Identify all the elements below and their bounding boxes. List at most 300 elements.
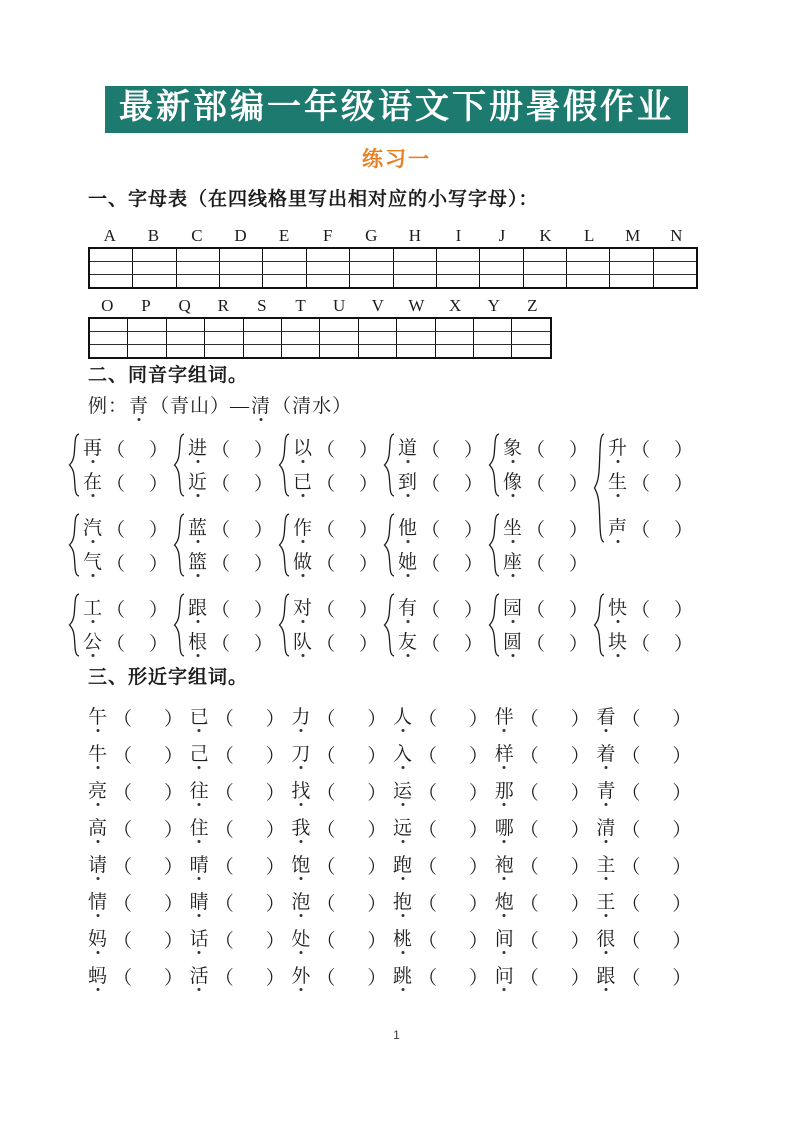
homophone-group (173, 431, 278, 499)
letter: I (455, 226, 462, 246)
close-paren-label: ） (149, 519, 169, 541)
similar-char-entry (88, 810, 190, 847)
char-with-dot: 袍 (494, 855, 514, 877)
homophone-group (173, 591, 278, 659)
homophone-slot (173, 511, 278, 579)
left-brace-icon (173, 433, 185, 497)
close-paren-label: ） (469, 820, 489, 842)
homophone-entry (188, 545, 273, 579)
similar-char-entry (190, 921, 292, 958)
similar-char-row (88, 958, 698, 995)
homophone-slot (383, 431, 488, 499)
close-paren-label: ） (469, 746, 489, 768)
close-paren-label: ） (367, 894, 387, 916)
homophone-entry (293, 625, 378, 659)
close-paren-label: ） (672, 746, 692, 768)
open-paren-label: （ (106, 473, 126, 495)
left-brace-icon (278, 593, 290, 657)
close-paren-label: ） (464, 633, 484, 655)
similar-char-entry (393, 773, 495, 810)
char-with-dot: 在 (83, 471, 103, 493)
close-paren-label: ） (570, 783, 590, 805)
homophone-entry (188, 465, 273, 499)
homophone-slot (383, 591, 488, 659)
title-area (0, 0, 793, 133)
letter: B (147, 226, 160, 246)
grid-cell (359, 319, 397, 357)
char-with-dot: 己 (189, 744, 209, 766)
char-with-dot: 情 (88, 892, 108, 914)
letter: O (101, 296, 114, 316)
char-with-dot: 间 (494, 929, 514, 951)
homophone-group (278, 591, 383, 659)
open-paren-label: （ (113, 746, 133, 768)
left-brace-icon (68, 513, 80, 577)
close-paren-label: ） (359, 553, 379, 575)
similar-char-entry (88, 773, 190, 810)
similar-char-entry (190, 884, 292, 921)
close-paren-label: ） (569, 553, 589, 575)
close-paren-label: ） (674, 633, 694, 655)
char-with-dot: 主 (596, 855, 616, 877)
grid-cell (167, 319, 205, 357)
close-paren-label: ） (367, 968, 387, 990)
grid-cell (133, 249, 176, 287)
char-with-dot: 饱 (291, 855, 311, 877)
grid-cell (567, 249, 610, 287)
similar-char-entry (88, 884, 190, 921)
close-paren-label: ） (569, 519, 589, 541)
grid-cell (350, 249, 393, 287)
close-paren-label: ） (359, 519, 379, 541)
char-with-dot: 圆 (503, 631, 523, 653)
close-paren-label: ） (254, 439, 274, 461)
open-paren-label: （ (421, 633, 441, 655)
example-text: 例： (88, 396, 129, 418)
grid-cell (436, 319, 474, 357)
left-brace-icon (68, 593, 80, 657)
open-paren-label: （ (621, 783, 641, 805)
close-paren-label: ） (254, 599, 274, 621)
letter: U (333, 296, 346, 316)
open-paren-label: （ (214, 968, 234, 990)
char-with-dot: 公 (83, 631, 103, 653)
homophone-entry (398, 431, 483, 465)
open-paren-label: （ (211, 473, 231, 495)
close-paren-label: ） (149, 633, 169, 655)
close-paren-label: ） (164, 968, 184, 990)
open-paren-label: （ (316, 709, 336, 731)
grid-cell (90, 249, 133, 287)
open-paren-label: （ (519, 931, 539, 953)
homophone-slot (488, 511, 593, 579)
char-with-dot: 问 (494, 966, 514, 988)
grid-cell (177, 249, 220, 287)
close-paren-label: ） (469, 783, 489, 805)
open-paren-label: （ (316, 968, 336, 990)
similar-char-entry (596, 736, 698, 773)
close-paren-label: ） (672, 894, 692, 916)
similar-char-entry (495, 773, 597, 810)
close-paren-label: ） (464, 473, 484, 495)
open-paren-label: （ (211, 633, 231, 655)
homophone-entry (503, 545, 588, 579)
homophone-entry (83, 591, 168, 625)
letter: Y (487, 296, 500, 316)
homophone-entry (188, 431, 273, 465)
similar-char-entry (190, 736, 292, 773)
open-paren-label: （ (106, 633, 126, 655)
left-brace-icon (383, 513, 395, 577)
similar-char-entry (495, 921, 597, 958)
open-paren-label: （ (113, 857, 133, 879)
char-with-dot: 看 (596, 707, 616, 729)
char-with-dot: 住 (189, 818, 209, 840)
similar-char-entry (88, 958, 190, 995)
close-paren-label: ） (254, 519, 274, 541)
close-paren-label: ） (469, 931, 489, 953)
close-paren-label: ） (254, 473, 274, 495)
open-paren-label: （ (418, 746, 438, 768)
open-paren-label: （ (214, 783, 234, 805)
open-paren-label: （ (526, 473, 546, 495)
homophone-slot (488, 431, 593, 499)
char-with-dot: 桃 (393, 929, 413, 951)
close-paren-label: ） (464, 599, 484, 621)
homophone-entry (293, 545, 378, 579)
similar-char-entry (190, 773, 292, 810)
example-char-dotted: 青 (129, 396, 150, 418)
open-paren-label: （ (526, 439, 546, 461)
char-with-dot: 座 (503, 551, 523, 573)
open-paren-label: （ (526, 599, 546, 621)
close-paren-label: ） (569, 439, 589, 461)
open-paren-label: （ (214, 746, 234, 768)
left-brace-icon (173, 593, 185, 657)
grid-cell (128, 319, 166, 357)
grid-cell (480, 249, 523, 287)
similar-char-row (88, 884, 698, 921)
homophone-group (488, 511, 593, 579)
open-paren-label: （ (526, 519, 546, 541)
close-paren-label: ） (464, 519, 484, 541)
open-paren-label: （ (418, 820, 438, 842)
similar-char-entry (596, 810, 698, 847)
example-text: （青山）— (150, 396, 251, 418)
homophone-group (173, 511, 278, 579)
open-paren-label: （ (106, 519, 126, 541)
close-paren-label: ） (265, 931, 285, 953)
char-with-dot: 象 (503, 437, 523, 459)
char-with-dot: 炮 (494, 892, 514, 914)
letter: E (278, 226, 290, 246)
char-with-dot: 升 (608, 437, 628, 459)
similar-char-entry (291, 884, 393, 921)
similar-char-row (88, 810, 698, 847)
char-with-dot: 我 (291, 818, 311, 840)
open-paren-label: （ (211, 553, 231, 575)
char-with-dot: 近 (188, 471, 208, 493)
close-paren-label: ） (265, 894, 285, 916)
char-with-dot: 蓝 (188, 517, 208, 539)
similar-char-entry (291, 773, 393, 810)
homophone-entry (608, 465, 693, 499)
homophone-group (488, 431, 593, 499)
letter: D (234, 226, 247, 246)
homophone-row (68, 591, 718, 659)
homophone-entry (83, 545, 168, 579)
open-paren-label: （ (631, 519, 651, 541)
section-heading-homophones: 二、同音字组词。 (88, 365, 249, 387)
close-paren-label: ） (674, 473, 694, 495)
close-paren-label: ） (570, 931, 590, 953)
close-paren-label: ） (672, 931, 692, 953)
letter: W (408, 296, 425, 316)
letter: P (141, 296, 151, 316)
open-paren-label: （ (421, 439, 441, 461)
similar-char-entry (291, 699, 393, 736)
grid-cell (512, 319, 549, 357)
homophone-group (488, 591, 593, 659)
close-paren-label: ） (265, 857, 285, 879)
section-heading-alphabet: 一、字母表（在四线格里写出相对应的小写字母）： (88, 189, 539, 211)
char-with-dot: 外 (291, 966, 311, 988)
open-paren-label: （ (421, 519, 441, 541)
similar-char-entry (596, 921, 698, 958)
grid-cell (282, 319, 320, 357)
char-with-dot: 作 (293, 517, 313, 539)
homophone-entry (503, 511, 588, 545)
open-paren-label: （ (316, 599, 336, 621)
homophone-slot (383, 511, 488, 579)
open-paren-label: （ (631, 439, 651, 461)
left-brace-icon (278, 433, 290, 497)
open-paren-label: （ (519, 783, 539, 805)
similar-char-entry (393, 736, 495, 773)
open-paren-label: （ (316, 439, 336, 461)
homophone-entry (608, 431, 693, 465)
char-with-dot: 处 (291, 929, 311, 951)
similar-char-entry (495, 810, 597, 847)
char-with-dot: 园 (503, 597, 523, 619)
letter: G (365, 226, 378, 246)
close-paren-label: ） (569, 473, 589, 495)
similar-chars-block (88, 699, 698, 995)
similar-char-entry (291, 958, 393, 995)
letter: L (583, 226, 595, 246)
similar-char-entry (596, 884, 698, 921)
open-paren-label: （ (316, 820, 336, 842)
grid-cell (205, 319, 243, 357)
open-paren-label: （ (214, 820, 234, 842)
similar-char-entry (393, 810, 495, 847)
open-paren-label: （ (621, 709, 641, 731)
char-with-dot: 生 (608, 471, 628, 493)
open-paren-label: （ (113, 894, 133, 916)
open-paren-label: （ (211, 519, 231, 541)
similar-char-entry (88, 921, 190, 958)
open-paren-label: （ (526, 553, 546, 575)
open-paren-label: （ (113, 709, 133, 731)
close-paren-label: ） (674, 519, 694, 541)
char-with-dot: 友 (398, 631, 418, 653)
homophone-entry (503, 431, 588, 465)
letter-row-o-z (88, 295, 552, 317)
open-paren-label: （ (621, 746, 641, 768)
char-with-dot: 以 (293, 437, 313, 459)
char-with-dot: 亮 (88, 781, 108, 803)
char-with-dot: 坐 (503, 517, 523, 539)
open-paren-label: （ (519, 820, 539, 842)
open-paren-label: （ (418, 857, 438, 879)
homophone-group (68, 511, 173, 579)
similar-char-entry (495, 958, 597, 995)
open-paren-label: （ (421, 553, 441, 575)
open-paren-label: （ (519, 746, 539, 768)
homophone-entry (83, 511, 168, 545)
open-paren-label: （ (113, 968, 133, 990)
similar-char-entry (291, 810, 393, 847)
similar-char-entry (495, 736, 597, 773)
open-paren-label: （ (106, 439, 126, 461)
open-paren-label: （ (631, 473, 651, 495)
similar-char-entry (596, 847, 698, 884)
char-with-dot: 高 (88, 818, 108, 840)
grid-cell (244, 319, 282, 357)
char-with-dot: 泡 (291, 892, 311, 914)
similar-char-entry (596, 958, 698, 995)
char-with-dot: 往 (189, 781, 209, 803)
char-with-dot: 跳 (393, 966, 413, 988)
char-with-dot: 话 (189, 929, 209, 951)
letter: F (322, 226, 333, 246)
close-paren-label: ） (570, 894, 590, 916)
close-paren-label: ） (672, 820, 692, 842)
left-brace-icon (383, 433, 395, 497)
similar-char-entry (393, 699, 495, 736)
close-paren-label: ） (265, 820, 285, 842)
close-paren-label: ） (570, 820, 590, 842)
similar-char-row (88, 699, 698, 736)
letter: V (371, 296, 384, 316)
section-heading-similar: 三、形近字组词。 (88, 667, 249, 689)
open-paren-label: （ (113, 820, 133, 842)
homophone-slot (68, 591, 173, 659)
close-paren-label: ） (164, 894, 184, 916)
close-paren-label: ） (164, 931, 184, 953)
close-paren-label: ） (367, 709, 387, 731)
open-paren-label: （ (214, 931, 234, 953)
char-with-dot: 声 (608, 517, 628, 539)
char-with-dot: 青 (596, 781, 616, 803)
char-with-dot: 他 (398, 517, 418, 539)
char-with-dot: 进 (188, 437, 208, 459)
close-paren-label: ） (367, 783, 387, 805)
open-paren-label: （ (316, 783, 336, 805)
char-with-dot: 抱 (393, 892, 413, 914)
close-paren-label: ） (254, 633, 274, 655)
left-brace-icon (488, 513, 500, 577)
writing-grid-a-n (88, 247, 698, 289)
similar-char-row (88, 736, 698, 773)
open-paren-label: （ (214, 894, 234, 916)
open-paren-label: （ (113, 931, 133, 953)
homophone-group (68, 431, 173, 499)
homophone-entry (293, 465, 378, 499)
open-paren-label: （ (418, 709, 438, 731)
char-with-dot: 块 (608, 631, 628, 653)
homophone-entry (293, 591, 378, 625)
similar-char-entry (596, 699, 698, 736)
close-paren-label: ） (672, 783, 692, 805)
open-paren-label: （ (106, 599, 126, 621)
homophone-slot (68, 431, 173, 499)
similar-char-entry (393, 958, 495, 995)
close-paren-label: ） (265, 746, 285, 768)
open-paren-label: （ (418, 783, 438, 805)
left-brace-icon (488, 593, 500, 657)
letter: C (191, 226, 203, 246)
char-with-dot: 哪 (494, 818, 514, 840)
homophone-entry (503, 591, 588, 625)
open-paren-label: （ (316, 746, 336, 768)
similar-char-row (88, 847, 698, 884)
char-with-dot: 像 (503, 471, 523, 493)
homophone-slot (173, 431, 278, 499)
char-with-dot: 跑 (393, 855, 413, 877)
open-paren-label: （ (621, 820, 641, 842)
close-paren-label: ） (254, 553, 274, 575)
open-paren-label: （ (106, 553, 126, 575)
similar-char-entry (596, 773, 698, 810)
grid-cell (220, 249, 263, 287)
grid-cell (263, 249, 306, 287)
close-paren-label: ） (469, 857, 489, 879)
close-paren-label: ） (672, 968, 692, 990)
close-paren-label: ） (672, 709, 692, 731)
open-paren-label: （ (621, 857, 641, 879)
homophone-slot (278, 431, 383, 499)
homophone-slot (593, 591, 698, 659)
close-paren-label: ） (164, 857, 184, 879)
open-paren-label: （ (316, 894, 336, 916)
char-with-dot: 着 (596, 744, 616, 766)
page-number: 1 (393, 1028, 400, 1042)
close-paren-label: ） (265, 783, 285, 805)
grid-cell (307, 249, 350, 287)
char-with-dot: 清 (596, 818, 616, 840)
homophone-entry (83, 431, 168, 465)
letter: S (257, 296, 267, 316)
close-paren-label: ） (359, 599, 379, 621)
letter: J (498, 226, 506, 246)
char-with-dot: 跟 (596, 966, 616, 988)
close-paren-label: ） (569, 633, 589, 655)
similar-char-entry (495, 884, 597, 921)
example-line (88, 395, 698, 419)
close-paren-label: ） (464, 553, 484, 575)
similar-char-entry (190, 699, 292, 736)
char-with-dot: 很 (596, 929, 616, 951)
grid-cell (654, 249, 696, 287)
similar-char-entry (495, 699, 597, 736)
open-paren-label: （ (519, 968, 539, 990)
homophone-group (278, 431, 383, 499)
homophone-group (593, 591, 698, 659)
char-with-dot: 做 (293, 551, 313, 573)
similar-char-entry (291, 736, 393, 773)
char-with-dot: 根 (188, 631, 208, 653)
